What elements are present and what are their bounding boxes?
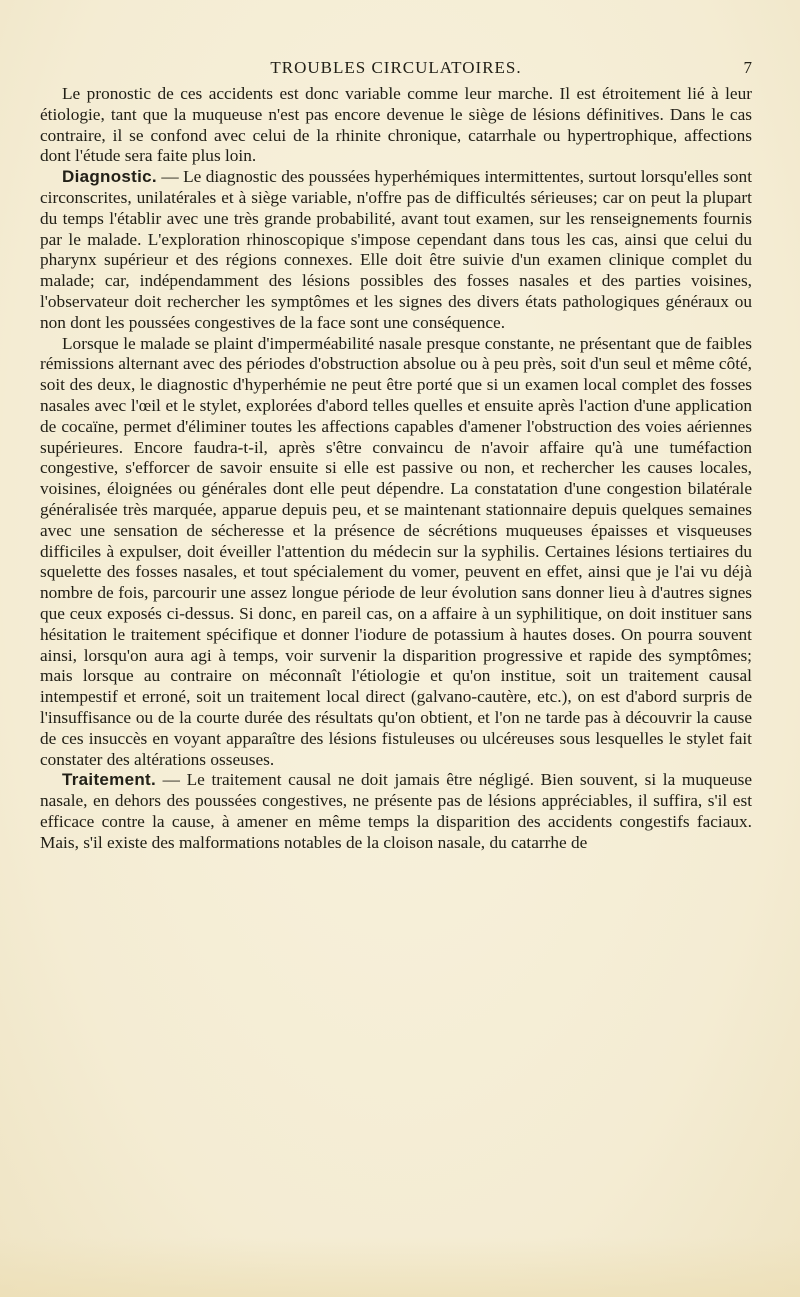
page-edge-stain — [0, 1237, 800, 1297]
paragraph-obstruction — [40, 334, 752, 771]
running-title: TROUBLES CIRCULATOIRES. — [270, 58, 522, 77]
paragraph-diagnostic — [40, 167, 752, 333]
running-head — [40, 58, 752, 82]
paragraph-text: — Le traitement causal ne doit jamais être négligé. Bien souvent, si la muqueuse nasale, en dehors des poussées congestives, ne présente pas de lésions appréciables, il suffira, s'il est efficace contre la cause, à amener en même temps la disparition des accidents congestifs faciaux. Mais, s'il existe des malformations notables de la cloison nasale, du catarrhe de — [40, 770, 752, 852]
body-text — [40, 84, 752, 853]
section-heading-traitement: Traitement. — [62, 770, 156, 790]
paragraph-traitement — [40, 770, 752, 853]
paragraph-pronostic — [40, 84, 752, 167]
paragraph-text: — Le diagnostic des poussées hyperhémiques intermittentes, surtout lorsqu'elles sont circonscrites, unilatérales et à siège variable, n'offre pas de difficultés sérieuses; car on peut la plupart du temps l'établir avec une très grande probabilité, avant tout examen, sur les renseignements fournis par le malade. L'exploration rhinoscopique s'impose cependant dans tous les cas, ainsi que celui du pharynx supérieur et des régions connexes. Elle doit être suivie d'un examen clinique complet du malade; car, indépendamment des lésions possibles des fosses nasales et des parties voisines, l'observateur doit rechercher les symptômes et les signes des divers états pathologiques généraux ou non dont les poussées congestives de la face sont une conséquence. — [40, 167, 752, 332]
page-number: 7 — [743, 58, 752, 77]
paragraph-text: Le pronostic de ces accidents est donc variable comme leur marche. Il est étroitement lié à leur étiologie, tant que la muqueuse n'est pas encore devenue le siège de lésions définitives. Dans le cas contraire, il se confond avec celui de la rhinite chronique, catarrhale ou hypertrophique, affections dont l'étude sera faite plus loin. — [40, 84, 752, 166]
section-heading-diagnostic: Diagnostic. — [62, 167, 157, 187]
paragraph-text: Lorsque le malade se plaint d'imperméabilité nasale presque constante, ne présentant que de faibles rémissions alternant avec des périodes d'obstruction absolue ou à peu près, soit d'un seul et même côté, soit des deux, le diagnostic d'hyperhémie ne peut être porté que si un examen local complet des fosses nasales avec l'œil et le stylet, explorées d'abord telles quelles et ensuite après l'action d'une application de cocaïne, permet d'éliminer toutes les affections capables d'amener l'obstruction des voies aériennes supérieures. Encore faudra-t-il, après s'être convaincu de n'avoir affaire qu'à une tuméfaction congestive, s'efforcer de savoir ensuite si elle est passive ou non, et rechercher les causes locales, voisines, éloignées ou générales dont elle peut dépendre. La constatation d'une congestion bilatérale généralisée très marquée, apparue depuis peu, et se maintenant stationnaire depuis quelques semaines avec une sensation de sécheresse et la présence de sécrétions muqueuses épaisses et visqueuses difficiles à expulser, doit éveiller l'attention du médecin sur la syphilis. Certaines lésions tertiaires du squelette des fosses nasales, et tout spécialement du vomer, peuvent en effet, ainsi que je l'ai vu déjà nombre de fois, parcourir une assez longue période de leur évolution sans donner lieu à d'autres signes que ceux exposés ci-dessus. Si donc, en pareil cas, on a affaire à un syphilitique, on doit instituer sans hésitation le traitement spécifique et donner l'iodure de potassium à hautes doses. On pourra souvent ainsi, lorsqu'on aura agi à temps, voir survenir la disparition progressive et rapide des symptômes; mais lorsque au contraire on méconnaît l'étiologie et qu'on institue, soit un traitement causal intempestif et erroné, soit un traitement local direct (galvano-cautère, etc.), on est d'abord surpris de l'insuffisance ou de la courte durée des résultats qu'on obtient, et l'on ne tarde pas à découvrir la cause de ces insuccès en voyant apparaître des lésions fistuleuses ou ulcéreuses sous lesquelles le stylet fait constater des altérations osseuses. — [40, 333, 752, 769]
